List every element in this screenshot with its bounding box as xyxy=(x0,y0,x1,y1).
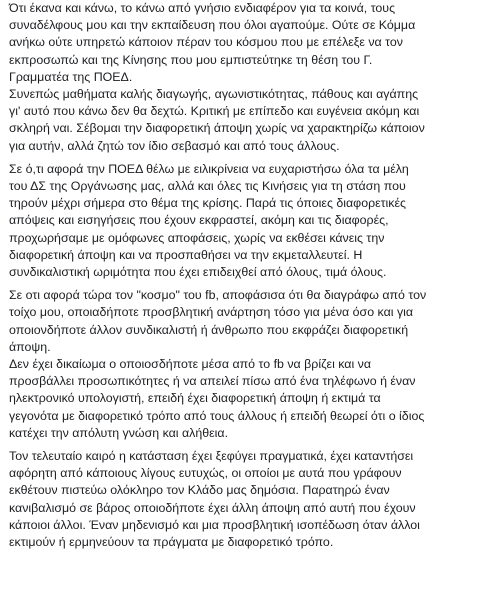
text-line: Τον τελευταίο καιρό η κατάσταση έχει ξεφύγει πραγματικά, έχει καταντήσει xyxy=(9,449,414,464)
text-line: τοίχο μου, οποιαδήποτε προσβλητική ανάρτηση τόσο για μένα όσο και για xyxy=(9,305,414,320)
text-line: ανήκω ούτε υπηρετώ κάποιον πέραν του κόσμου που με επέλεξε να τον xyxy=(9,35,403,50)
text-line: συναδέλφους μου και την εκπαίδευση που όλοι αγαπούμε. Ούτε σε Κόμμα xyxy=(9,18,416,33)
text-line: αφόρητη από κάποιους λίγους ευτυχώς, οι οποίοι με αυτά που γράφουν xyxy=(9,466,402,481)
text-line: συνδικαλιστική ωριμότητα που έχει επιδειχθεί από όλους, τιμά όλους. xyxy=(9,265,387,280)
text-line: Σε οτι αφορά τώρα τον "κοσμο" του fb, αποφάσισα ότι θα διαγράφω από τον xyxy=(9,288,427,303)
text-line: διαφορετική άποψη και να προσπαθήσει να την εκμεταλλευτεί. Η xyxy=(9,247,363,262)
text-line: γι' αυτό που κάνω δεν θα δεχτώ. Κριτική με επίπεδο και ευγένεια ακόμη και xyxy=(9,104,420,119)
text-line: άποψη. xyxy=(9,339,51,354)
text-line: Ότι έκανα και κάνω, το κάνω από γνήσιο ενδιαφέρον για τα κοινά, τους xyxy=(9,1,396,15)
text-line: κανιβαλισμό σε βάρος οποιοδήποτε έχει άλλη άποψη από αυτή που έχουν xyxy=(9,500,416,515)
paragraph-1 xyxy=(9,0,482,155)
text-line: προσβάλλει προσωπικότητες ή να απειλεί πίσω από ένα τηλέφωνο ή έναν xyxy=(9,374,416,389)
text-line: εκθέτουν πιστεύω ολόκληρο τον Κλάδο μας δημόσια. Παρατηρώ έναν xyxy=(9,483,390,498)
text-line: οποιονδήποτε άλλον συνδικαλιστή ή άνθρωπο που εκφράζει διαφορετική xyxy=(9,322,409,337)
text-line: Συνεπώς μαθήματα καλής διαγωγής, αγωνιστικότητας, πάθους και αγάπης xyxy=(9,87,419,102)
text-line: Γραμματέα της ΠΟΕΔ. xyxy=(9,69,133,84)
text-line: Σε ό,τι αφορά την ΠΟΕΔ θέλω με ειλικρίνεια να ευχαριστήσω όλα τα μέλη xyxy=(9,161,409,176)
text-line: σκληρή ναι. Σέβομαι την διαφορετική άποψη χωρίς να χαρακτηρίζω κάποιον xyxy=(9,121,425,136)
text-line: για αυτήν, αλλά ζητώ τον ίδιο σεβασμό και από τους άλλους. xyxy=(9,138,340,153)
text-line: γεγονότα με διαφορετικό τρόπο από τους άλλους ή επειδή θεωρεί ότι ο ίδιος xyxy=(9,408,425,423)
text-line: εκπροσωπώ και της Κίνησης που μου εμπιστεύτηκε τη θέση του Γ. xyxy=(9,52,373,67)
text-line: τηρούν μέχρι σήμερα στο θέμα της κρίσης. Παρά τις όποιες διαφορετικές xyxy=(9,196,407,211)
text-line: του ΔΣ της Οργάνωσης μας, αλλά και όλες τις Κινήσεις για τη στάση που xyxy=(9,179,406,194)
text-line: ηλεκτρονικό υπολογιστή, επειδή έχει διαφορετική άποψη ή εκτιμά τα xyxy=(9,391,381,406)
paragraph-3 xyxy=(9,287,482,442)
paragraph-2 xyxy=(9,161,482,281)
text-line: εκτιμούν ή ερμηνεύουν τα πράγματα με διαφορετικό τρόπο. xyxy=(9,535,334,550)
text-line: κατέχει την απόλυτη γνώση και αλήθεια. xyxy=(9,425,229,440)
text-line: Δεν έχει δικαίωμα ο οποιοσδήποτε μέσα από το fb να βρίζει και να xyxy=(9,357,372,372)
paragraph-4 xyxy=(9,448,482,551)
text-line: κάποιοι άλλοι. Έναν μηδενισμό και μια προσβλητική ισοπέδωση όταν άλλοι xyxy=(9,517,420,532)
text-line: απόψεις και εισηγήσεις που έχουν εκφραστεί, ακόμη και τις διαφορές, xyxy=(9,213,389,228)
text-line: προχωρήσαμε με ομόφωνες αποφάσεις, χωρίς να εκθέσει κάνεις την xyxy=(9,230,385,245)
